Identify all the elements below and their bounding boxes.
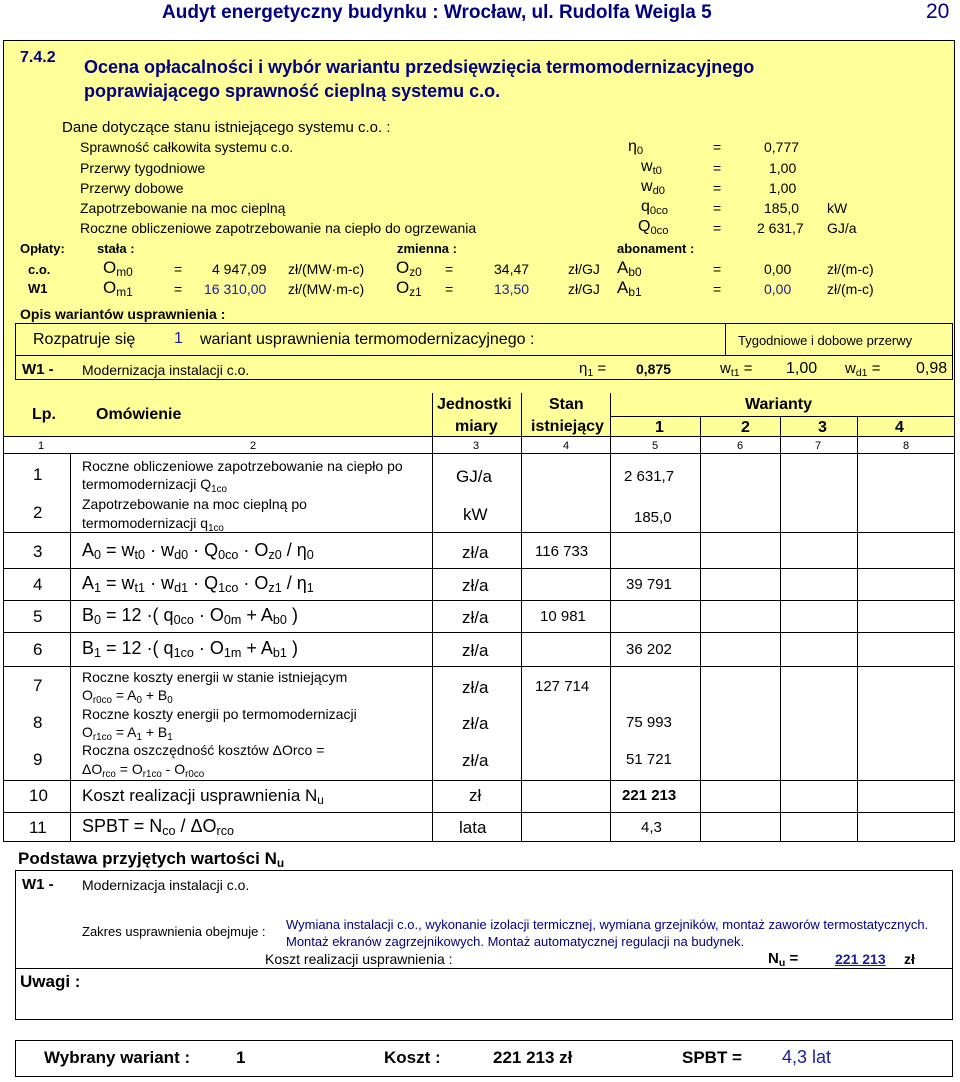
header-variants: Warianty — [745, 396, 812, 413]
col-line — [610, 393, 611, 437]
col-line — [521, 437, 522, 842]
fee-value: 0,00 — [764, 261, 792, 277]
fee-symbol: $A_{b1}$ — [617, 278, 642, 299]
column-number: 6 — [737, 440, 744, 452]
col-line — [432, 393, 433, 437]
col-line — [780, 437, 781, 842]
fee-row-label: W1 — [28, 281, 48, 296]
document-header: Audyt energetyczny budynku : Wrocław, ul. Rudolfa Weigla 5 — [162, 2, 712, 23]
fees-fixed-label: stała : — [97, 241, 135, 256]
wt1-value: 1,00 — [786, 360, 818, 377]
fees-subscription-label: abonament : — [617, 241, 695, 256]
col-line — [700, 437, 701, 842]
row-unit: GJ/a — [456, 467, 492, 486]
formula-spbt: SPBT = $N_{co} / \Delta O_{rco}$ — [82, 816, 235, 838]
row-number: 10 — [29, 786, 48, 805]
fee-symbol: $O_{m1}$ — [103, 278, 133, 299]
header-description: Omówienie — [96, 406, 182, 423]
row-number: 7 — [33, 676, 43, 695]
fee-equals: = — [713, 281, 722, 297]
variant-count-prefix: Rozpatruje się — [33, 331, 136, 348]
variant-number: 4 — [895, 419, 904, 436]
row-number: 4 — [33, 575, 43, 594]
param-label: Przerwy dobowe — [80, 180, 184, 196]
summary-spbt-value: 4,3 lat — [782, 1047, 832, 1067]
fee-value: 13,50 — [494, 281, 530, 297]
column-number: 2 — [250, 440, 257, 452]
column-number: 4 — [563, 440, 570, 452]
col-line — [700, 416, 701, 437]
row-unit: zł/a — [462, 543, 489, 562]
row-number: 3 — [33, 542, 43, 561]
param-symbol: $q_{0co}$ — [641, 198, 668, 217]
fee-symbol: $O_{m0}$ — [103, 258, 133, 279]
state-value: 116 733 — [535, 543, 589, 560]
variant-count: 1 — [174, 330, 183, 347]
fee-value: 0,00 — [764, 281, 792, 297]
row-number: 5 — [33, 607, 43, 626]
row-description: Roczne koszty energii w stanie istniejącym — [82, 669, 348, 685]
variant-number: 2 — [741, 419, 750, 436]
param-value: 0,777 — [764, 139, 800, 155]
variant-1-value: 4,3 — [641, 819, 662, 836]
row-unit: zł/a — [462, 641, 489, 660]
variant-1-value: 2 631,7 — [624, 468, 675, 485]
row-number: 2 — [33, 503, 43, 522]
existing-heading: Dane dotyczące stanu istniejącego systemu c.o. : — [62, 119, 391, 136]
row-line — [3, 812, 955, 813]
row-number: 9 — [33, 750, 43, 769]
nu-unit: zł — [904, 951, 915, 967]
param-equals: = — [713, 180, 722, 196]
row-unit: lata — [459, 818, 487, 837]
param-value: 185,0 — [764, 200, 800, 216]
fee-unit: zł/GJ — [568, 281, 600, 297]
row-unit: zł/a — [462, 608, 489, 627]
formula-annual-cost-existing: $A_0 = w_{t0} \cdot w_{d0} \cdot Q_{0co} \cdot O_{z0} / \eta_0$ — [82, 540, 314, 562]
row-unit: zł/a — [462, 576, 489, 595]
fee-equals: = — [174, 281, 183, 297]
row-line — [3, 666, 955, 667]
wd1-label: $w_{d1}$ = — [845, 360, 881, 379]
options-note: Tygodniowe i dobowe przerwy — [738, 333, 913, 348]
param-symbol: $w_{d0}$ — [641, 178, 666, 197]
formula-fixed-cost-after: $B_1 = 12$ ·( $q_{1co} \cdot O_{1m} + A_{b1}$ ) — [82, 638, 298, 660]
row-unit: zł/a — [462, 714, 489, 733]
section-title-line2: poprawiającego sprawność cieplną systemu c.o. — [84, 81, 501, 101]
param-equals: = — [713, 160, 722, 176]
param-label: Przerwy tygodniowe — [80, 160, 206, 176]
fee-value: 16 310,00 — [204, 281, 267, 297]
param-symbol: $Q_{0co}$ — [638, 218, 669, 237]
scope-line-1: Wymiana instalacji c.o., wykonanie izolacji termicznej, wymiana grzejników, montaż zaworów termostatycznych. — [286, 917, 929, 932]
fee-unit: zł/(MW·m-c) — [288, 281, 365, 297]
row-unit: zł/a — [462, 751, 489, 770]
row-line — [3, 780, 955, 781]
param-symbol: $w_{t0}$ — [641, 158, 662, 177]
variant-1-value: 51 721 — [626, 751, 672, 768]
row-description: termomodernizacji $q_{1co}$ — [82, 515, 224, 534]
fee-unit: zł/GJ — [568, 261, 600, 277]
scope-line-2: Montaż ekranów zagrzejnikowych. Montaż automatycznej regulacji na budynek. — [286, 934, 745, 949]
nu-label: $N_u$ = — [768, 950, 799, 969]
row-number: 1 — [33, 465, 43, 484]
param-label: Sprawność całkowita systemu c.o. — [80, 139, 294, 155]
variant-number: 3 — [818, 419, 827, 436]
row-description: Roczne koszty energii po termomodernizacji — [82, 706, 357, 722]
variant-1-value: 221 213 — [622, 787, 677, 804]
column-number: 3 — [473, 440, 480, 452]
w1-name: Modernizacja instalacji c.o. — [82, 362, 250, 378]
param-unit: kW — [827, 200, 848, 216]
column-number: 1 — [38, 440, 45, 452]
fee-equals: = — [445, 281, 454, 297]
header-state-1: Stan — [549, 396, 584, 413]
state-value: 127 714 — [535, 678, 590, 695]
col-line — [432, 437, 433, 842]
col-line — [610, 437, 611, 842]
row-line — [3, 532, 955, 533]
param-value: 1,00 — [769, 180, 797, 196]
header-state-2: istniejący — [531, 418, 604, 435]
column-number: 5 — [652, 440, 659, 452]
formula-energy-cost-existing: $O_{r0co} = A_0 + B_0$ — [82, 687, 173, 706]
column-number: 7 — [815, 440, 822, 452]
row-number: 6 — [33, 640, 43, 659]
fee-unit: zł/(MW·m-c) — [288, 261, 365, 277]
fee-symbol: $A_{b0}$ — [617, 258, 642, 279]
col-line — [857, 416, 858, 437]
param-label: Zapotrzebowanie na moc cieplną — [80, 200, 286, 216]
col-line — [521, 393, 522, 437]
header-units-2: miary — [455, 418, 498, 435]
fee-symbol: $O_{z1}$ — [396, 278, 422, 299]
variant-1-value: 39 791 — [626, 576, 672, 593]
basis-heading: Podstawa przyjętych wartości $N_u$ — [18, 849, 285, 870]
fee-equals: = — [445, 261, 454, 277]
summary-cost-value: 221 213 zł — [493, 1048, 573, 1067]
fee-unit: zł/(m-c) — [827, 281, 874, 297]
row-description: Koszt realizacji usprawnienia $N_u$ — [82, 786, 324, 807]
fee-equals: = — [713, 261, 722, 277]
options-divider — [725, 323, 726, 356]
scope-label: Zakres usprawnienia obejmuje : — [82, 924, 266, 939]
param-unit: GJ/a — [827, 220, 857, 236]
fee-value: 34,47 — [494, 261, 530, 277]
formula-annual-cost-after: $A_1 = w_{t1} \cdot w_{d1} \cdot Q_{1co} \cdot O_{z1} / \eta_1$ — [82, 573, 314, 595]
param-label: Roczne obliczeniowe zapotrzebowanie na ciepło do ogrzewania — [80, 220, 477, 236]
param-value: 2 631,7 — [757, 220, 804, 236]
row-unit: zł — [469, 786, 482, 805]
header-lp: Lp. — [32, 406, 56, 423]
summary-cost-label: Koszt : — [384, 1048, 441, 1067]
col-line — [70, 453, 71, 842]
section-number: 7.4.2 — [20, 49, 56, 66]
formula-cost-savings: $\Delta O_{rco} = O_{r1co} - O_{r0co}$ — [82, 761, 205, 780]
row-unit: zł/a — [462, 678, 489, 697]
param-equals: = — [713, 200, 722, 216]
selected-variant-label: Wybrany wariant : — [44, 1048, 191, 1067]
fee-symbol: $O_{z0}$ — [396, 258, 422, 279]
row-line — [3, 568, 955, 569]
selected-variant-value: 1 — [236, 1048, 246, 1067]
nu-value: 221 213 — [835, 951, 886, 967]
wt1-label: $w_{t1}$ = — [720, 360, 753, 379]
section-title-line1: Ocena opłacalności i wybór wariantu przedsięwzięcia termomodernizacyjnego — [84, 57, 755, 77]
variant-number: 1 — [655, 419, 664, 436]
row-line — [3, 453, 955, 454]
state-value: 10 981 — [540, 608, 586, 625]
summary-spbt-label: SPBT = — [682, 1048, 742, 1067]
row-description: termomodernizacji $Q_{1co}$ — [82, 476, 227, 495]
row-line — [3, 632, 955, 633]
header-units-1: Jednostki — [437, 396, 512, 413]
row-number: 8 — [33, 713, 43, 732]
variant-1-value: 185,0 — [634, 509, 672, 526]
fee-row-label: c.o. — [28, 262, 51, 277]
row-description: Zapotrzebowanie na moc cieplną po — [82, 496, 307, 512]
param-equals: = — [713, 139, 722, 155]
fee-value: 4 947,09 — [212, 261, 267, 277]
fees-variable-label: zmienna : — [397, 241, 457, 256]
param-value: 1,00 — [769, 160, 797, 176]
basis-divider — [15, 968, 953, 969]
formula-energy-cost-after: $O_{r1co} = A_1 + B_1$ — [82, 724, 173, 743]
variants-underline — [610, 416, 955, 417]
variant-count-suffix: wariant usprawnienia termomodernizacyjnego : — [200, 331, 535, 348]
row-line — [3, 600, 955, 601]
eta1-value: 0,875 — [636, 361, 672, 377]
column-number: 8 — [903, 440, 910, 452]
variant-1-value: 75 993 — [626, 714, 672, 731]
options-heading: Opis wariantów usprawnienia : — [20, 306, 226, 322]
remarks-label: Uwagi : — [20, 972, 81, 991]
row-unit: kW — [463, 505, 488, 524]
basis-w1-label: W1 - — [22, 876, 54, 893]
col-line — [857, 437, 858, 842]
eta1-label: $\eta_1$ = — [579, 360, 607, 379]
wd1-value: 0,98 — [916, 360, 948, 377]
w1-label: W1 - — [22, 361, 54, 378]
variant-1-value: 36 202 — [626, 641, 672, 658]
row-description: Roczna oszczędność kosztów ΔOrco = — [82, 742, 325, 758]
param-equals: = — [713, 220, 722, 236]
fee-unit: zł/(m-c) — [827, 261, 874, 277]
col-line — [780, 416, 781, 437]
row-number: 11 — [29, 818, 47, 837]
formula-fixed-cost-existing: $B_0 = 12$ ·( $q_{0co} \cdot O_{0m} + A_{b0}$ ) — [82, 605, 298, 627]
param-symbol: $\eta_0$ — [628, 138, 644, 157]
row-description: Roczne obliczeniowe zapotrzebowanie na ciepło po — [82, 458, 403, 474]
cost-label: Koszt realizacji usprawnienia : — [265, 951, 453, 967]
fee-equals: = — [174, 261, 183, 277]
basis-w1-name: Modernizacja instalacji c.o. — [82, 877, 250, 893]
page-number: 20 — [926, 0, 950, 23]
fees-label: Opłaty: — [20, 241, 65, 256]
